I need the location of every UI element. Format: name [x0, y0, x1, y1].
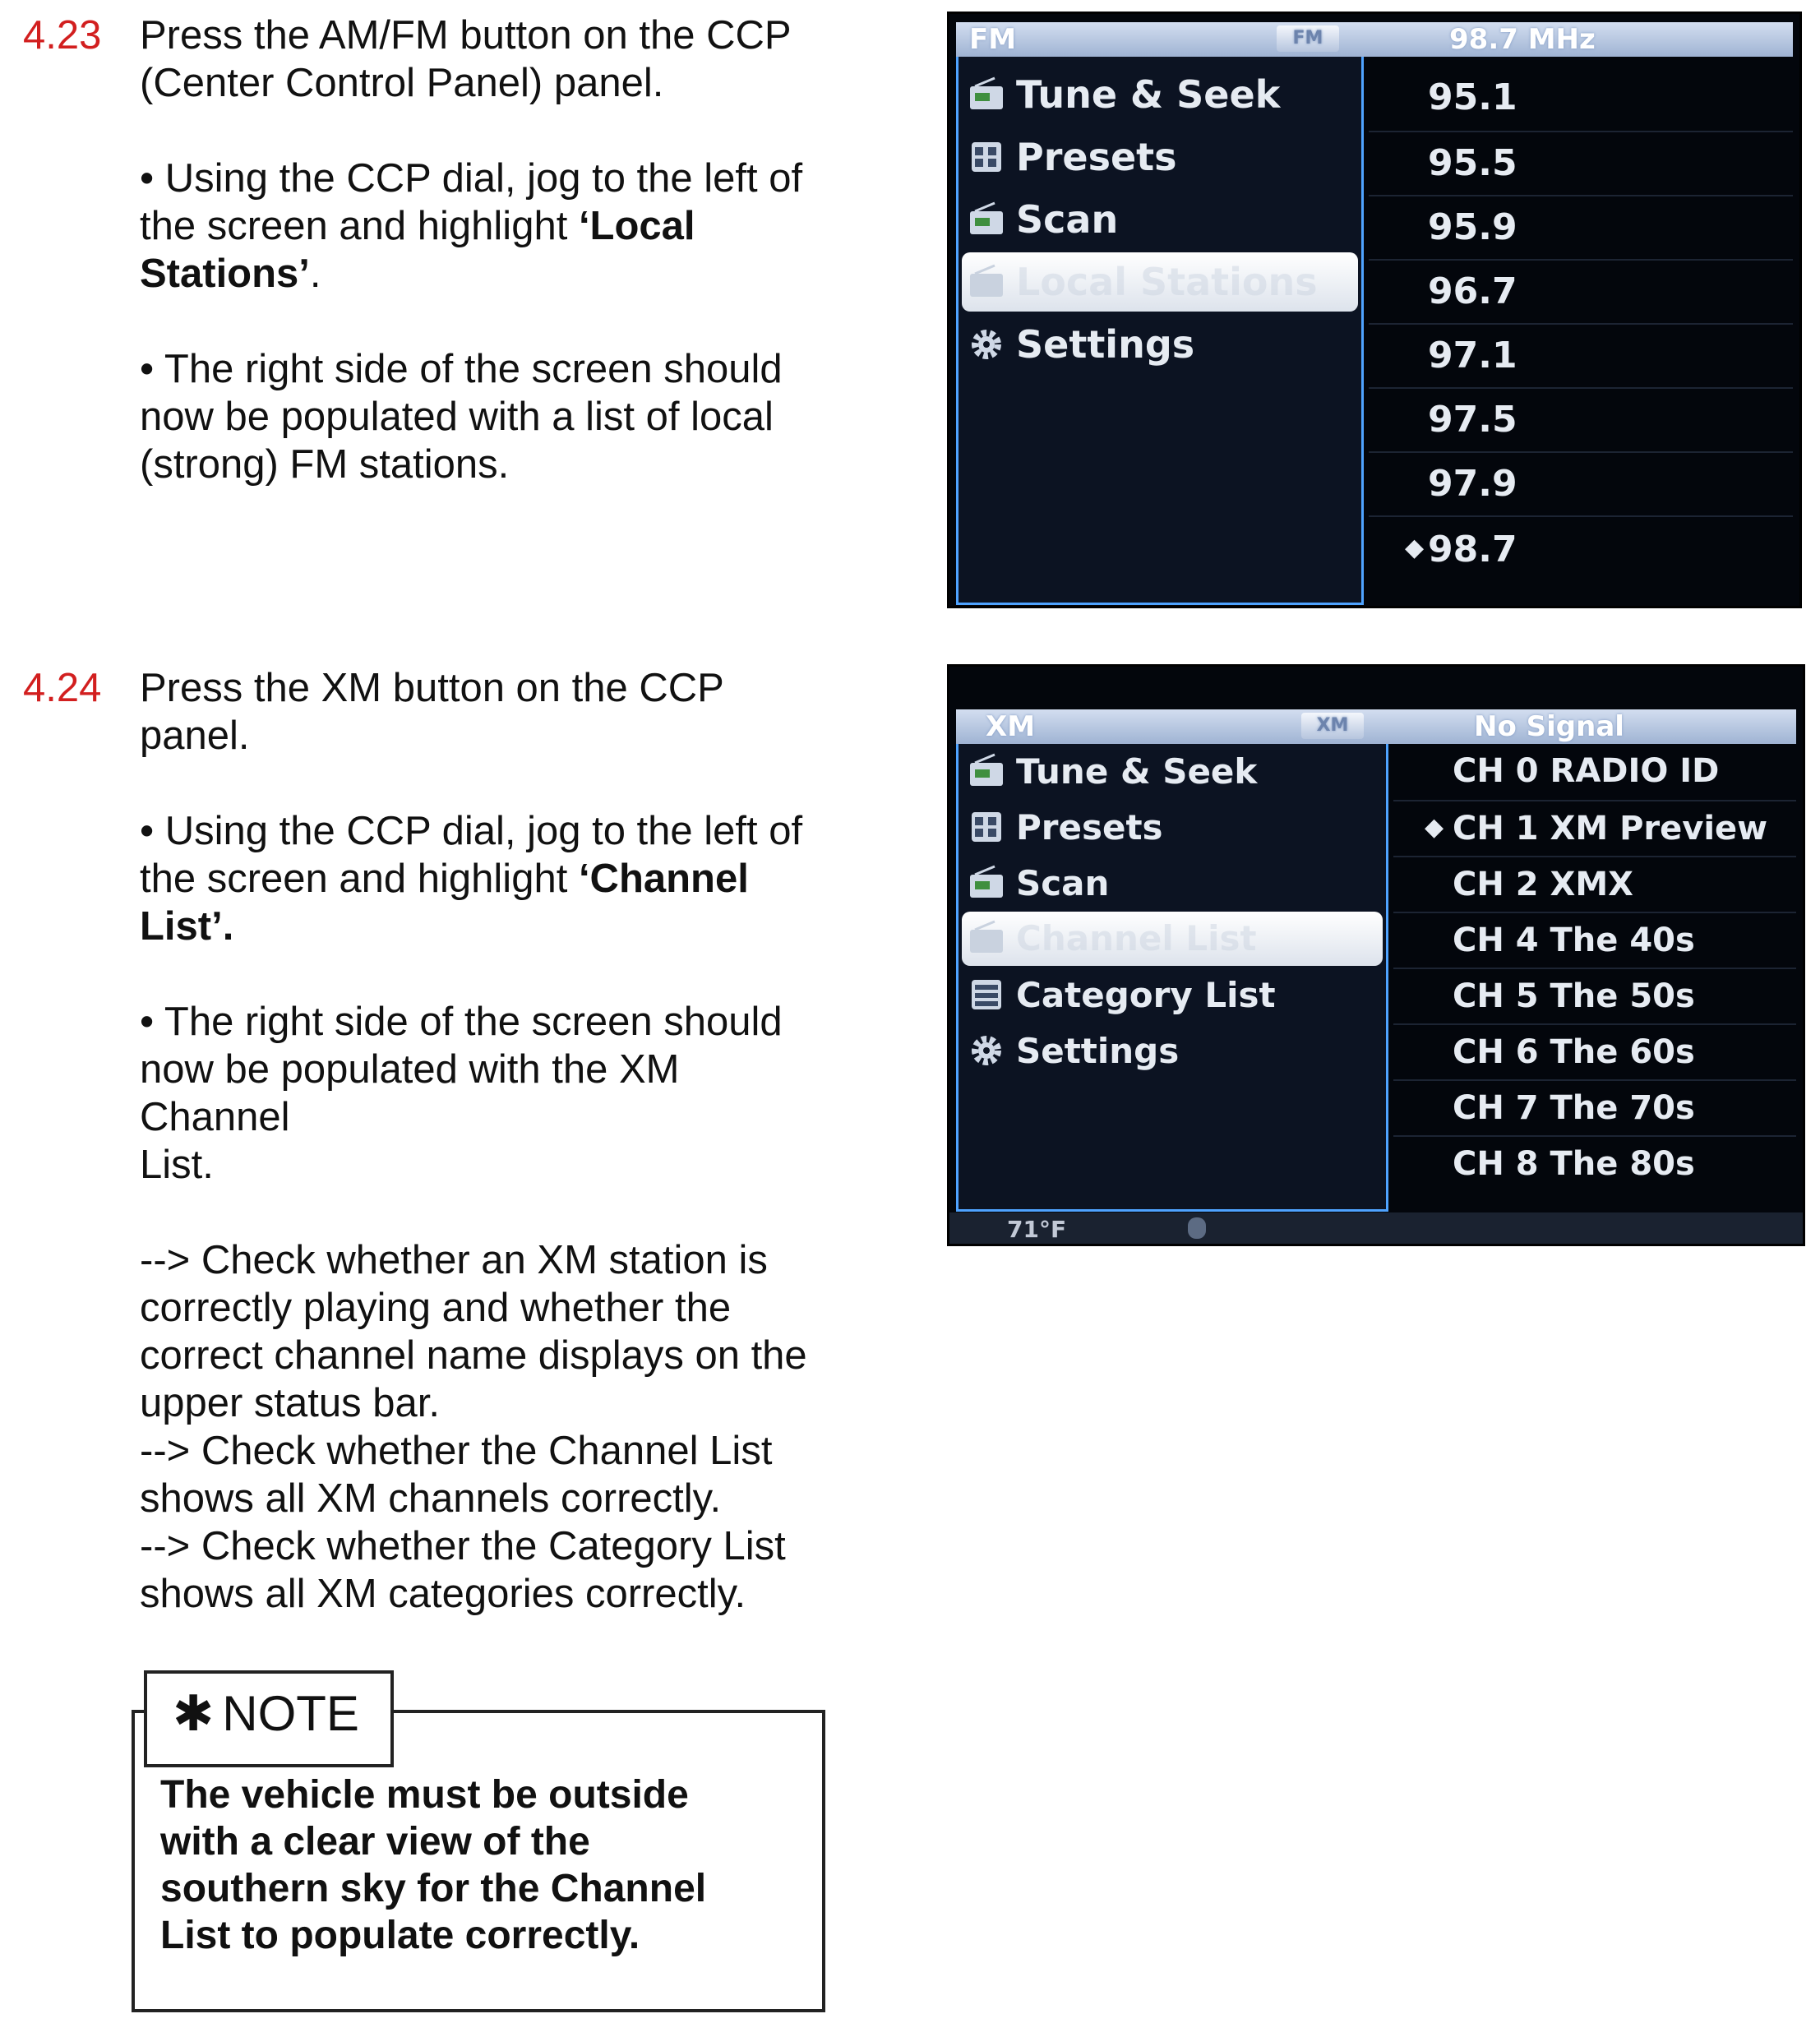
- temperature-readout: 71°F: [1007, 1216, 1067, 1243]
- xm-menu-channel-list[interactable]: Channel List: [962, 912, 1383, 966]
- fm-menu-scan[interactable]: Scan: [967, 190, 1118, 249]
- step-4-23-line2: (Center Control Panel) panel.: [140, 61, 664, 105]
- current-channel-diamond-icon: ◆: [1425, 813, 1444, 842]
- radio-icon: [967, 201, 1006, 238]
- step-4-23-line1: Press the AM/FM button on the CCP: [140, 13, 792, 58]
- step-4-23-bullet2-line3: (strong) FM stations.: [140, 442, 510, 487]
- note-body: [160, 1771, 801, 1959]
- xm-menu-settings[interactable]: Settings: [967, 1023, 1179, 1079]
- xm-channel-row[interactable]: CH 7 The 70s: [1393, 1079, 1796, 1137]
- step-4-24-line1: Press the XM button on the CCP: [140, 666, 724, 710]
- asterisk-icon: ✱: [173, 1686, 215, 1741]
- fm-menu-settings[interactable]: Settings: [967, 315, 1194, 374]
- xm-channel-row-current[interactable]: ◆ CH 1 XM Preview: [1393, 800, 1796, 857]
- xm-channel-row[interactable]: CH 5 The 50s: [1393, 968, 1796, 1025]
- xm-channel-row[interactable]: CH 0 RADIO ID: [1453, 752, 1720, 790]
- step-4-24-bullet2-line4: List.: [140, 1143, 214, 1187]
- step-4-24-bullet2-line1: • The right side of the screen should: [140, 1000, 783, 1044]
- xm-channel-row[interactable]: CH 4 The 40s: [1393, 912, 1796, 969]
- fm-menu-tune-seek[interactable]: Tune & Seek: [967, 65, 1280, 124]
- radio-icon: [967, 264, 1006, 300]
- xm-status-bar: [956, 709, 1796, 744]
- check-line: upper status bar.: [140, 1381, 441, 1425]
- step-4-23-bullet2-line1: • The right side of the screen should: [140, 347, 783, 391]
- check-line: shows all XM categories correctly.: [140, 1572, 746, 1616]
- check-line: shows all XM channels correctly.: [140, 1476, 722, 1521]
- fm-station-row[interactable]: 97.5: [1369, 387, 1793, 453]
- step-4-24-bullet2-line3: Channel: [140, 1095, 290, 1139]
- xm-menu-panel: [956, 744, 1388, 1212]
- note-title: [173, 1685, 359, 1743]
- step-4-23-text: [140, 12, 847, 488]
- xm-mode-label: XM: [986, 710, 1036, 743]
- step-4-24-bullet1-line2: the screen and highlight ‘Channel: [140, 857, 749, 901]
- current-station-diamond-icon: ◆: [1405, 533, 1425, 562]
- fm-badge-icon: FM: [1277, 25, 1339, 52]
- fm-menu-panel: [956, 57, 1364, 605]
- check-line: correctly playing and whether the: [140, 1286, 732, 1330]
- fm-mode-label: FM: [969, 23, 1017, 56]
- radio-icon: [967, 753, 1006, 789]
- step-4-24-bullet2-line2: now be populated with the XM: [140, 1047, 680, 1092]
- step-4-23-bullet1-line1: • Using the CCP dial, jog to the left of: [140, 156, 803, 201]
- gear-icon: [967, 1032, 1006, 1069]
- check-line: --> Check whether an XM station is: [140, 1238, 768, 1282]
- category-icon: [967, 977, 1006, 1013]
- fm-menu-presets[interactable]: Presets: [967, 127, 1177, 187]
- xm-menu-tune-seek[interactable]: Tune & Seek: [967, 744, 1257, 800]
- fm-station-row-current[interactable]: ◆ 98.7: [1369, 515, 1793, 583]
- step-4-23-bullet2-line2: now be populated with a list of local: [140, 395, 774, 439]
- fm-station-row[interactable]: 97.9: [1369, 451, 1793, 517]
- check-line: --> Check whether the Category List: [140, 1524, 786, 1568]
- xm-menu-scan[interactable]: Scan: [967, 856, 1109, 912]
- local-stations-term-b: Stations’: [140, 252, 310, 296]
- channel-list-term-b: List’.: [140, 904, 234, 949]
- note-line: The vehicle must be outside: [160, 1773, 689, 1817]
- xm-radio-screen: [947, 664, 1805, 1246]
- radio-icon: [967, 920, 1006, 956]
- xm-menu-presets[interactable]: Presets: [967, 800, 1163, 856]
- radio-icon: [967, 76, 1006, 113]
- note-line: southern sky for the Channel: [160, 1867, 707, 1910]
- check-line: correct channel name displays on the: [140, 1333, 807, 1378]
- step-4-23-bullet1-line3: Stations’.: [140, 252, 321, 296]
- presets-icon: [967, 809, 1006, 845]
- step-4-24-line2: panel.: [140, 714, 250, 758]
- channel-list-term-a: ‘Channel: [578, 857, 749, 901]
- xm-status-label: No Signal: [1474, 710, 1624, 743]
- check-line: --> Check whether the Channel List: [140, 1429, 773, 1473]
- fm-radio-screen: [947, 12, 1802, 608]
- fm-menu-local-stations[interactable]: Local Stations: [962, 252, 1358, 312]
- fm-station-list: [1369, 67, 1793, 606]
- xm-channel-list: [1393, 744, 1796, 1204]
- fm-station-row[interactable]: 96.7: [1369, 259, 1793, 325]
- fm-station-row[interactable]: 95.5: [1369, 131, 1793, 196]
- xm-channel-row[interactable]: CH 2 XMX: [1393, 856, 1796, 913]
- local-stations-term-a: ‘Local: [578, 204, 695, 248]
- xm-channel-row[interactable]: CH 8 The 80s: [1393, 1135, 1796, 1193]
- step-4-24-bullet1-line3: [140, 903, 880, 950]
- step-number-4-24: 4.24: [23, 666, 102, 710]
- fm-station-row[interactable]: 97.1: [1369, 323, 1793, 389]
- radio-icon: [967, 865, 1006, 901]
- xm-menu-category-list[interactable]: Category List: [967, 968, 1276, 1023]
- xm-channel-row[interactable]: CH 6 The 60s: [1393, 1023, 1796, 1081]
- step-4-23-bullet1-line2: the screen and highlight ‘Local: [140, 204, 695, 248]
- note-line: List to populate correctly.: [160, 1914, 640, 1957]
- fm-station-row[interactable]: 95.1: [1428, 76, 1517, 118]
- xm-badge-icon: XM: [1301, 713, 1364, 739]
- fm-frequency-label: 98.7 MHz: [1449, 23, 1596, 56]
- step-number-4-23: 4.23: [23, 13, 102, 58]
- fm-station-row[interactable]: 95.9: [1369, 195, 1793, 261]
- step-4-24-bullet1-line1: • Using the CCP dial, jog to the left of: [140, 809, 803, 853]
- xm-bottom-status-strip: [949, 1212, 1803, 1244]
- note-title-label: NOTE: [222, 1686, 359, 1741]
- fm-status-bar: [956, 22, 1793, 57]
- step-4-24-text: [140, 664, 880, 1618]
- bluetooth-icon: [1188, 1217, 1206, 1239]
- presets-icon: [967, 139, 1006, 175]
- gear-icon: [967, 326, 1006, 363]
- note-line: with a clear view of the: [160, 1820, 590, 1864]
